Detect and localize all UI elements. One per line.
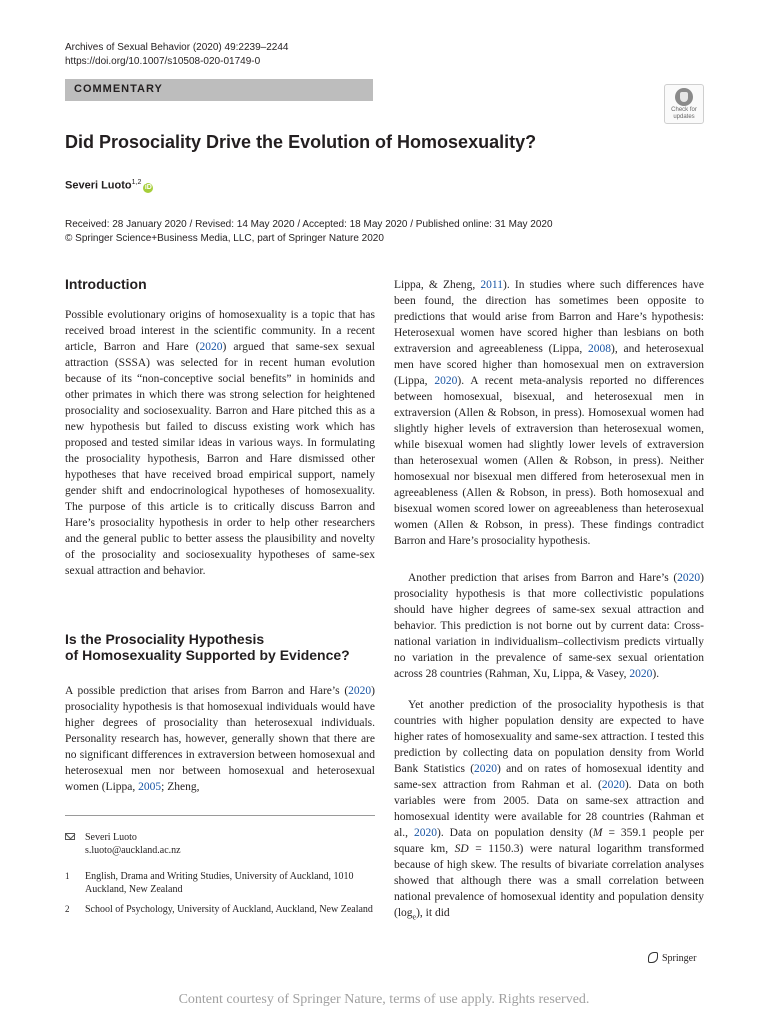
- text-run: ), it did: [416, 907, 450, 919]
- text-run: = 1150.3) were natural logarithm transformed because of high skew. The results of bivariate correlation analyses showed that although there was a small correlation between national prevalence of homosexual identity and population density (log: [394, 843, 704, 919]
- citation-link[interactable]: 2020: [629, 668, 653, 680]
- heading-line-1: Is the Prosociality Hypothesis: [65, 631, 265, 647]
- citation-link[interactable]: 2011: [480, 279, 503, 291]
- math-symbol: M: [592, 827, 603, 839]
- footnote-text: School of Psychology, University of Auckland, Auckland, New Zealand: [85, 904, 373, 915]
- text-run: ). In studies where such differences have been found, the direction has sometimes been opposite to predictions that would arise from Barron and Hare’s hypothesis: Heterosexual women have scored higher than lesbians on both extraversion and agreeableness (Lippa,: [394, 279, 704, 355]
- heading-line-2: of Homosexuality Supported by Evidence?: [65, 647, 350, 663]
- courtesy-notice: Content courtesy of Springer Nature, terms of use apply. Rights reserved.: [178, 992, 590, 1007]
- author-affiliation-marks: 1,2: [131, 179, 142, 186]
- contact-name: Severi Luoto: [85, 832, 137, 843]
- publisher-logo: [648, 952, 696, 964]
- text-run: ) prosociality hypothesis is that homosexual individuals would have higher degrees of prosociality than heterosexual individuals. Personality research has, however, generally shown that there are no significant differences in extraversion between homosexual and heterosexual men nor between homosexual and heterosexual women (Lippa,: [65, 685, 375, 793]
- text-run: ) and on rates of homosexual identity and same-sex attraction from Rahman et al. (: [394, 763, 704, 791]
- text-run: ). Data on population density (: [437, 827, 593, 839]
- contact-email[interactable]: s.luoto@auckland.ac.nz: [85, 845, 181, 856]
- crossmark-label-1: Check for: [671, 107, 697, 113]
- text-run: Possible evolutionary origins of homosexuality is a topic that has received broad interest in the scientific community. In a recent article, Barron and Hare (: [65, 309, 375, 353]
- text-run: Yet another prediction of the prosociality hypothesis is that countries with higher population density are expected to have higher rates of homosexuality and same-sex attraction. I tested this prediction by collecting data on population density from World Bank Statistics (: [394, 699, 704, 775]
- orcid-icon[interactable]: iD: [144, 183, 152, 191]
- citation-link[interactable]: 2020: [199, 341, 223, 353]
- citation-link[interactable]: 2020: [601, 779, 625, 791]
- section-label-bar: [65, 79, 373, 101]
- section-label: COMMENTARY: [74, 83, 163, 95]
- article-title: Did Prosociality Drive the Evolution of Homosexuality?: [65, 132, 537, 152]
- text-run: ). A recent meta-analysis reported no differences between homosexual, bisexual, and heterosexual men in extraversion (Allen & Robson, in press). Homosexual women had slightly higher levels of extraversion than heterosexual women, while bisexual women had slightly lower levels of extraversion than heterosexual women (Allen & Robson, in press). Neither homosexual nor bisexual men differed from heterosexual men in agreeableness (Allen & Robson, in press). Both homosexual and bisexual women scored lower on agreeableness than heterosexual women (Allen & Robson, in press). These findings contradict Barron and Hare’s prosociality hypothesis.: [394, 375, 704, 547]
- subscript: e: [412, 912, 417, 922]
- history-dates: Received: 28 January 2020 / Revised: 14 May 2020 / Accepted: 18 May 2020 / Published online: 31 May 2020: [65, 219, 553, 230]
- text-run: ), and heterosexual men have scored higher than homosexual men on extraversion (Lippa,: [394, 343, 705, 387]
- journal-header: [65, 41, 288, 69]
- right-paragraph-3: [394, 697, 704, 925]
- citation-link[interactable]: 2020: [677, 572, 701, 584]
- author-name: Severi Luoto: [65, 179, 132, 192]
- right-paragraph-2: [394, 570, 704, 682]
- text-run: ). Data on both variables were from 2005. Data on same-sex attraction and homosexual identity were available for 28 countries (Rahman et al.,: [394, 779, 704, 839]
- springer-horse-icon: [648, 952, 658, 963]
- text-run: Lippa, & Zheng,: [394, 279, 481, 291]
- text-run: Another prediction that arises from Barron and Hare’s (: [408, 572, 678, 584]
- math-symbol: SD: [454, 843, 469, 855]
- intro-paragraph: [65, 307, 375, 579]
- citation-link[interactable]: 2020: [348, 685, 372, 697]
- text-run: ) argued that same-sex sexual attraction (SSSA) was selected for in recent human evolution because of its “non-conceptive social benefits” in hominids and other primates in which there was strong selection for heightened prosociality and sociosexuality. Barron and Hare pitched this as a new hypothesis but failed to discuss existing work which has proposed and tested similar ideas in various ways. In formulating the prosociality hypothesis, Barron and Hare dismissed other hypotheses that have received broad empirical support, namely gender shift and endocrinological hypotheses of homosexuality. The purpose of this article is to critically discuss Barron and Hare’s prosociality hypothesis in order to help other researchers and the general public to better assess the plausibility and novelty of the prosociality and sociosexuality hypotheses of same-sex sexual attraction and behavior.: [65, 341, 375, 577]
- crossmark-icon: [675, 88, 693, 106]
- footnote-mark: 2: [65, 904, 70, 914]
- heading-introduction: Introduction: [65, 276, 147, 292]
- author-line: [65, 179, 153, 193]
- envelope-icon: [65, 833, 75, 840]
- footnote-mark: 1: [65, 871, 70, 881]
- footnote-text: English, Drama and Writing Studies, University of Auckland, 1010 Auckland, New Zealand: [85, 871, 354, 895]
- doi-link[interactable]: https://doi.org/10.1007/s10508-020-01749-0: [65, 56, 261, 67]
- journal-citation: Archives of Sexual Behavior (2020) 49:2239–2244: [65, 42, 289, 53]
- citation-link[interactable]: 2005: [138, 781, 162, 793]
- text-run: = 359.1 people per square km,: [394, 827, 704, 855]
- footnote-divider: [65, 815, 375, 816]
- text-run: ) prosociality hypothesis is that more collectivistic populations should have higher degrees of same-sex sexual attraction and behavior. This prediction is not borne out by current data: Cross-national variation in individualism–collectivism predicts virtually no variation in the prevalence of same-sex sexual orientation across 28 countries (Rahman, Xu, Lippa, & Vasey,: [394, 572, 704, 680]
- text-run: ; Zheng,: [161, 781, 200, 793]
- check-for-updates-badge[interactable]: [664, 84, 704, 124]
- heading-prosociality-evidence: [65, 631, 375, 663]
- copyright-line: © Springer Science+Business Media, LLC, part of Springer Nature 2020: [65, 233, 384, 244]
- text-run: A possible prediction that arises from Barron and Hare’s (: [65, 685, 349, 697]
- article-dates: [65, 218, 553, 246]
- citation-link[interactable]: 2020: [474, 763, 498, 775]
- citation-link[interactable]: 2020: [434, 375, 458, 387]
- crossmark-label-2: updates: [673, 114, 695, 120]
- right-paragraph-1: [394, 277, 704, 549]
- citation-link[interactable]: 2020: [414, 827, 437, 839]
- text-run: ).: [652, 668, 660, 680]
- publisher-name: Springer: [662, 953, 697, 964]
- section2-paragraph: [65, 683, 375, 795]
- citation-link[interactable]: 2008: [588, 343, 611, 355]
